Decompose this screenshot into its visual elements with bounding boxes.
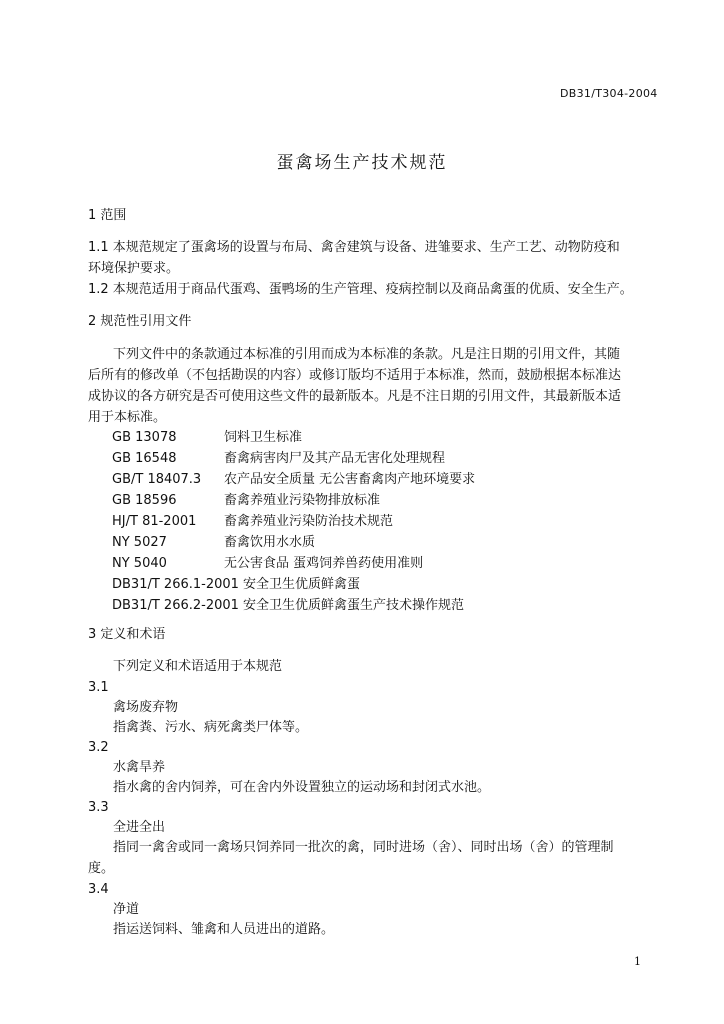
term-number: 3.4 xyxy=(88,882,109,897)
clause-1-1-line2: 环境保护要求。 xyxy=(88,261,180,276)
reference-code: GB 16548 xyxy=(112,451,177,466)
reference-code: GB/T 18407.3 xyxy=(112,472,202,487)
term-title: 禽场废弃物 xyxy=(113,700,179,715)
term-definition: 指运送饲料、雏禽和人员进出的道路。 xyxy=(113,922,335,937)
document-number: DB31/T304-2004 xyxy=(560,87,658,100)
references-intro-line2: 后所有的修改单（不包括勘误的内容）或修订版均不适用于本标准，然而，鼓励根据本标准达 xyxy=(88,368,622,383)
definitions-intro: 下列定义和术语适用于本规范 xyxy=(113,659,283,674)
references-intro-line1: 下列文件中的条款通过本标准的引用而成为本标准的条款。凡是注日期的引用文件，其随 xyxy=(113,347,621,362)
term-title: 水禽旱养 xyxy=(113,760,166,775)
section-heading-definitions: 3 定义和术语 xyxy=(88,627,166,642)
section-heading-normative-references: 2 规范性引用文件 xyxy=(88,314,192,329)
clause-1-1-line1: 1.1 本规范规定了蛋禽场的设置与布局、禽舍建筑与设备、进雏要求、生产工艺、动物防疫和 xyxy=(88,240,620,255)
references-intro-line3: 成协议的各方研究是否可使用这些文件的最新版本。凡是不注日期的引用文件，其最新版本适 xyxy=(88,389,622,404)
reference-full: DB31/T 266.2-2001 安全卫生优质鲜禽蛋生产技术操作规范 xyxy=(112,598,465,613)
reference-full: DB31/T 266.1-2001 安全卫生优质鲜禽蛋 xyxy=(112,577,361,592)
reference-name: 畜禽病害肉尸及其产品无害化处理规程 xyxy=(224,451,446,466)
term-definition: 指同一禽舍或同一禽场只饲养同一批次的禽，同时进场（舍）、同时出场（舍）的管理制 xyxy=(113,840,614,855)
reference-code: NY 5027 xyxy=(112,535,167,550)
reference-name: 畜禽养殖业污染防治技术规范 xyxy=(224,514,394,529)
term-definition: 指水禽的舍内饲养，可在舍内外设置独立的运动场和封闭式水池。 xyxy=(113,780,491,795)
reference-code: GB 18596 xyxy=(112,493,177,508)
term-title: 净道 xyxy=(113,902,140,917)
reference-code: GB 13078 xyxy=(112,430,177,445)
reference-name: 农产品安全质量 无公害畜禽肉产地环境要求 xyxy=(224,472,476,487)
reference-name: 无公害食品 蛋鸡饲养兽药使用准则 xyxy=(224,556,424,571)
reference-code: NY 5040 xyxy=(112,556,167,571)
clause-1-2: 1.2 本规范适用于商品代蛋鸡、蛋鸭场的生产管理、疫病控制以及商品禽蛋的优质、安全生产。 xyxy=(88,282,633,297)
term-number: 3.1 xyxy=(88,680,109,695)
term-title: 全进全出 xyxy=(113,820,166,835)
reference-code: HJ/T 81-2001 xyxy=(112,514,197,529)
section-heading-scope: 1 范围 xyxy=(88,208,127,223)
page-title: 蛋禽场生产技术规范 xyxy=(276,153,448,173)
reference-name: 畜禽饮用水水质 xyxy=(224,535,316,550)
page-number: 1 xyxy=(634,955,641,968)
term-definition-continued: 度。 xyxy=(88,861,115,876)
term-definition: 指禽粪、污水、病死禽类尸体等。 xyxy=(113,720,309,735)
reference-name: 饲料卫生标准 xyxy=(224,430,303,445)
references-intro-line4: 用于本标准。 xyxy=(88,410,167,425)
reference-name: 畜禽养殖业污染物排放标准 xyxy=(224,493,381,508)
term-number: 3.3 xyxy=(88,800,109,815)
term-number: 3.2 xyxy=(88,740,109,755)
